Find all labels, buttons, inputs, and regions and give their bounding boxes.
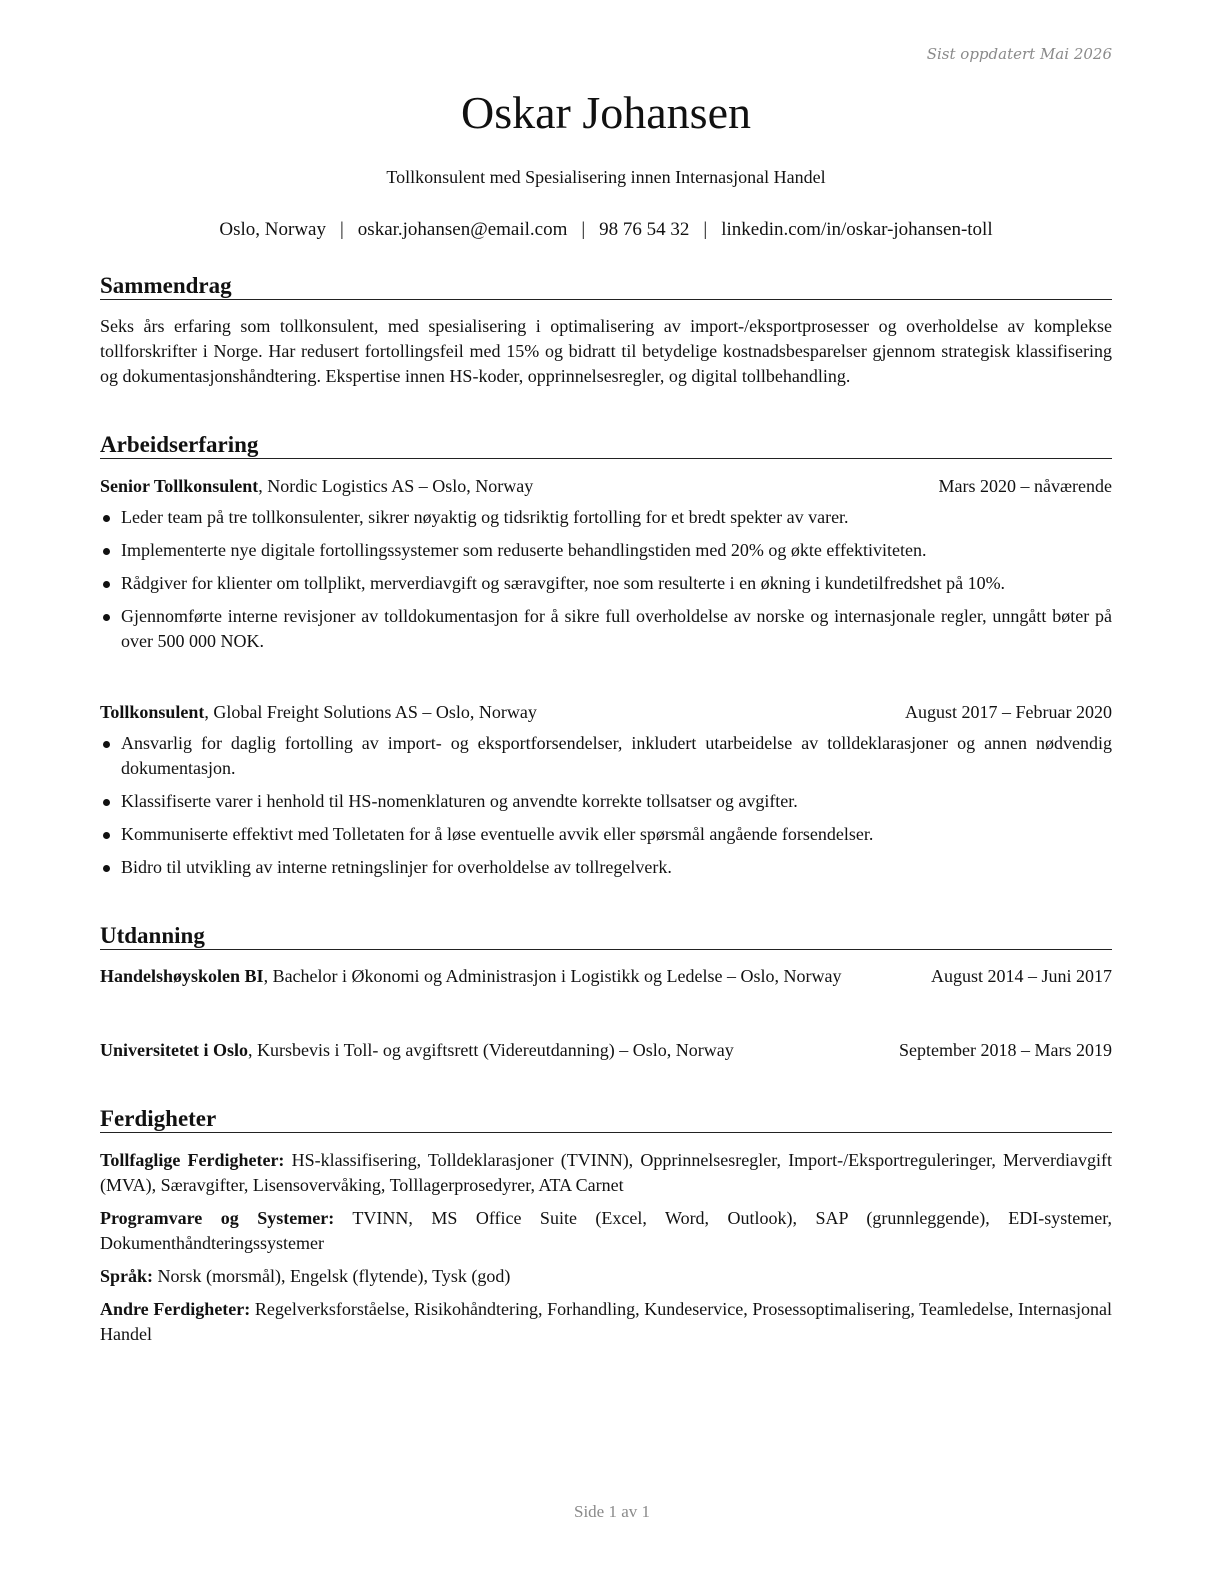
skill-row (100, 1148, 1112, 1198)
education-entry (100, 1038, 1112, 1063)
education-header (100, 1038, 1112, 1063)
last-updated: Sist oppdatert Mai 2026 (926, 45, 1112, 63)
job-role-line (100, 700, 537, 725)
contact-separator: | (581, 219, 586, 240)
skill-value: Norsk (morsmål), Engelsk (flytende), Tysk (god) (153, 1266, 511, 1286)
job-header (100, 474, 1112, 499)
job-company: , Global Freight Solutions AS – Oslo, Norway (204, 702, 537, 722)
job-dates: Mars 2020 – nåværende (938, 476, 1112, 496)
contact-location: Oslo, Norway (219, 219, 326, 240)
section-title-skills: Ferdigheter (100, 1105, 1112, 1133)
education-school: Universitetet i Oslo (100, 1040, 248, 1060)
contact-separator: | (339, 219, 344, 240)
list-item: Gjennomførte interne revisjoner av tolldokumentasjon for å sikre full overholdelse av norske og internasjonale regler, unngått bøter på over 500 000 NOK. (100, 604, 1112, 654)
list-item: Implementerte nye digitale fortollingssystemer som reduserte behandlingstiden med 20% og økte effektiviteten. (100, 538, 1112, 563)
skill-value: Regelverksforståelse, Risikohåndtering, Forhandling, Kundeservice, Prosessoptimalisering, Teamledelse, Internasjonal Handel (100, 1299, 1112, 1344)
job-entry (100, 474, 1112, 662)
skill-value: TVINN, MS Office Suite (Excel, Word, Outlook), SAP (grunnleggende), EDI-systemer, Dokumenthåndteringssystemer (100, 1208, 1112, 1253)
job-role: Senior Tollkonsulent (100, 476, 259, 496)
list-item: Leder team på tre tollkonsulenter, sikrer nøyaktig og tidsriktig fortolling for et bredt spekter av varer. (100, 505, 1112, 530)
list-item: Kommuniserte effektivt med Tolletaten for å løse eventuelle avvik eller spørsmål angående forsendelser. (100, 822, 1112, 847)
section-title-experience: Arbeidserfaring (100, 431, 1112, 459)
list-item: Ansvarlig for daglig fortolling av import- og eksportforsendelser, inkludert utarbeidelse av tolldeklarasjoner og annen nødvendig dokumentasjon. (100, 731, 1112, 781)
education-dates: September 2018 – Mars 2019 (899, 1040, 1112, 1060)
job-bullets (100, 731, 1112, 880)
job-entry (100, 700, 1112, 888)
education-line (100, 964, 890, 989)
education-entry (100, 964, 1112, 989)
job-dates: August 2017 – Februar 2020 (905, 702, 1112, 722)
education-school: Handelshøyskolen BI (100, 966, 264, 986)
skill-label: Tollfaglige Ferdigheter: (100, 1150, 285, 1170)
list-item: Klassifiserte varer i henhold til HS-nomenklaturen og anvendte korrekte tollsatser og avgifter. (100, 789, 1112, 814)
list-item: Rådgiver for klienter om tollplikt, merverdiavgift og særavgifter, noe som resulterte i en økning i kundetilfredshet på 10%. (100, 571, 1112, 596)
job-role-line (100, 474, 533, 499)
skill-label: Andre Ferdigheter: (100, 1299, 251, 1319)
skill-row (100, 1297, 1112, 1347)
job-role: Tollkonsulent (100, 702, 205, 722)
contact-email[interactable]: oskar.johansen@email.com (357, 219, 568, 240)
education-line (100, 1038, 734, 1063)
skill-value: HS-klassifisering, Tolldeklarasjoner (TVINN), Opprinnelsesregler, Import-/Eksportreguleringer, Merverdiavgift (MVA), Særavgifter, Lisensovervåking, Tolllagerprosedyrer, ATA Carnet (100, 1150, 1112, 1195)
skill-label: Språk: (100, 1266, 154, 1286)
contact-line (100, 219, 1112, 241)
education-header (100, 964, 1112, 989)
person-name: Oskar Johansen (461, 87, 751, 138)
contact-separator: | (703, 219, 708, 240)
summary-text: Seks års erfaring som tollkonsulent, med spesialisering i optimalisering av import-/eksportprosesser og overholdelse av komplekse tollforskrifter i Norge. Har redusert fortollingsfeil med 15% og bidratt til betydelige kostnadsbesparelser gjennom strategisk klassifisering og dokumentasjonshåndtering. Ekspertise innen HS-koder, opprinnelsesregler, og digital tollbehandling. (100, 316, 1112, 386)
job-header (100, 700, 1112, 725)
skill-row (100, 1206, 1112, 1256)
section-title-summary: Sammendrag (100, 272, 1112, 300)
contact-linkedin[interactable]: linkedin.com/in/oskar-johansen-toll (721, 219, 993, 240)
education-detail: , Bachelor i Økonomi og Administrasjon i Logistikk og Ledelse – Oslo, Norway (263, 966, 842, 986)
list-item: Bidro til utvikling av interne retningslinjer for overholdelse av tollregelverk. (100, 855, 1112, 880)
education-dates: August 2014 – Juni 2017 (930, 966, 1112, 986)
job-bullets (100, 505, 1112, 654)
job-company: , Nordic Logistics AS – Oslo, Norway (258, 476, 534, 496)
contact-phone: 98 76 54 32 (599, 219, 690, 240)
page-number: Side 1 av 1 (573, 1502, 651, 1521)
skill-label: Programvare og Systemer: (100, 1208, 335, 1228)
section-title-education: Utdanning (100, 922, 1112, 950)
skill-row (100, 1264, 1112, 1289)
job-title: Tollkonsulent med Spesialisering innen Internasjonal Handel (386, 167, 826, 187)
education-detail: , Kursbevis i Toll- og avgiftsrett (Videreutdanning) – Oslo, Norway (247, 1040, 734, 1060)
skills-list (100, 1148, 1112, 1355)
